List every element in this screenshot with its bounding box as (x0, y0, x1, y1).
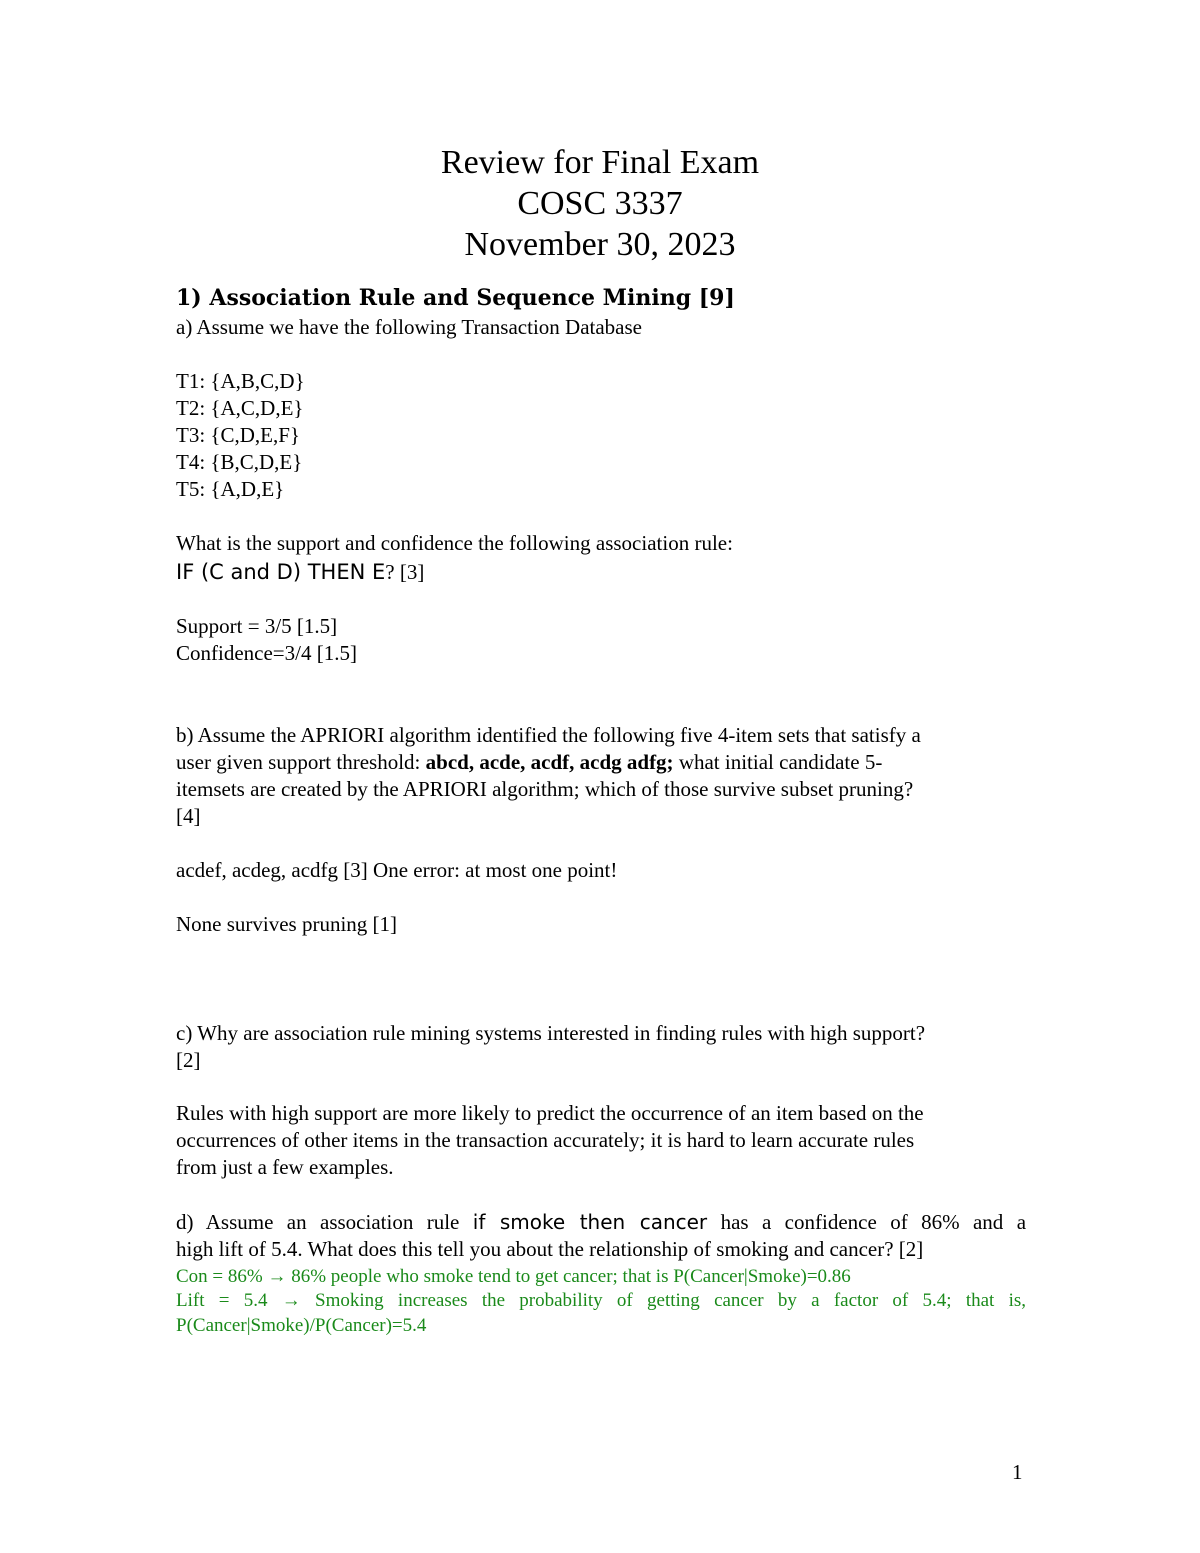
course-code: COSC 3337 (517, 185, 683, 222)
answer-c-line-1: Rules with high support are more likely to predict the occurrence of an item based on the (176, 1101, 924, 1125)
section-heading: 1) Association Rule and Sequence Mining [9] (176, 285, 735, 311)
answer-d-lift-end: Smoking increases the probability of getting cancer by a factor of 5.4; that is, (300, 1290, 1026, 1311)
itemsets-list: abcd, acde, acdf, acdg adfg; (425, 750, 674, 774)
answer-d-confidence-end: 86% people who smoke tend to get cancer; that is P(Cancer|Smoke)=0.86 (286, 1266, 851, 1287)
transaction-t3: T3: {C,D,E,F} (176, 423, 301, 447)
rule-points: ? [3] (385, 560, 425, 584)
answer-confidence: Confidence=3/4 [1.5] (176, 641, 357, 665)
association-rule: IF (C and D) THEN E (176, 560, 386, 584)
page-number: 1 (1012, 1460, 1023, 1484)
question-d-line-2: high lift of 5.4. What does this tell you about the relationship of smoking and cancer? [2] (176, 1237, 924, 1261)
question-c-points: [2] (176, 1048, 201, 1072)
rule-code: if smoke then cancer (472, 1210, 708, 1234)
answer-d-lift-formula: P(Cancer|Smoke)/P(Cancer)=5.4 (176, 1315, 427, 1336)
question-b-line-2 (176, 749, 1026, 776)
transaction-t5: T5: {A,D,E} (176, 477, 285, 501)
question-b-points: [4] (176, 804, 201, 828)
answer-b-candidates: acdef, acdeg, acdfg [3] One error: at most one point! (176, 858, 618, 882)
arrow-right-icon: → (267, 1266, 287, 1287)
arrow-right-icon: → (281, 1290, 301, 1311)
question-b-line-1: b) Assume the APRIORI algorithm identified the following five 4-item sets that satisfy a (176, 723, 921, 747)
question-b-line-2-end: what initial candidate 5- (673, 750, 883, 774)
page-title: Review for Final Exam (440, 144, 760, 181)
answer-support: Support = 3/5 [1.5] (176, 614, 338, 638)
question-d-line-1 (176, 1209, 1026, 1236)
answer-d-lift (176, 1287, 1026, 1314)
question-a-text: What is the support and confidence the following association rule: (176, 531, 733, 555)
question-a-intro: a) Assume we have the following Transaction Database (176, 315, 642, 339)
answer-d-lift-start: Lift = 5.4 (176, 1290, 282, 1311)
question-a-rule-line (176, 559, 1026, 586)
answer-d-confidence (176, 1263, 1026, 1290)
question-d-line-1-end: has a confidence of 86% and a (707, 1210, 1027, 1234)
question-b-line-2-start: user given support threshold: (176, 750, 426, 774)
question-c-line-1: c) Why are association rule mining systems interested in finding rules with high support? (176, 1021, 926, 1045)
answer-c-line-3: from just a few examples. (176, 1155, 394, 1179)
answer-c-line-2: occurrences of other items in the transaction accurately; it is hard to learn accurate rules (176, 1128, 915, 1152)
transaction-t2: T2: {A,C,D,E} (176, 396, 304, 420)
answer-d-confidence-start: Con = 86% (176, 1266, 268, 1287)
answer-b-pruning: None survives pruning [1] (176, 912, 398, 936)
transaction-t4: T4: {B,C,D,E} (176, 450, 303, 474)
question-d-line-1-start: d) Assume an association rule (176, 1210, 473, 1234)
exam-date: November 30, 2023 (464, 226, 736, 263)
question-b-line-3: itemsets are created by the APRIORI algorithm; which of those survive subset pruning? (176, 777, 914, 801)
transaction-t1: T1: {A,B,C,D} (176, 369, 305, 393)
